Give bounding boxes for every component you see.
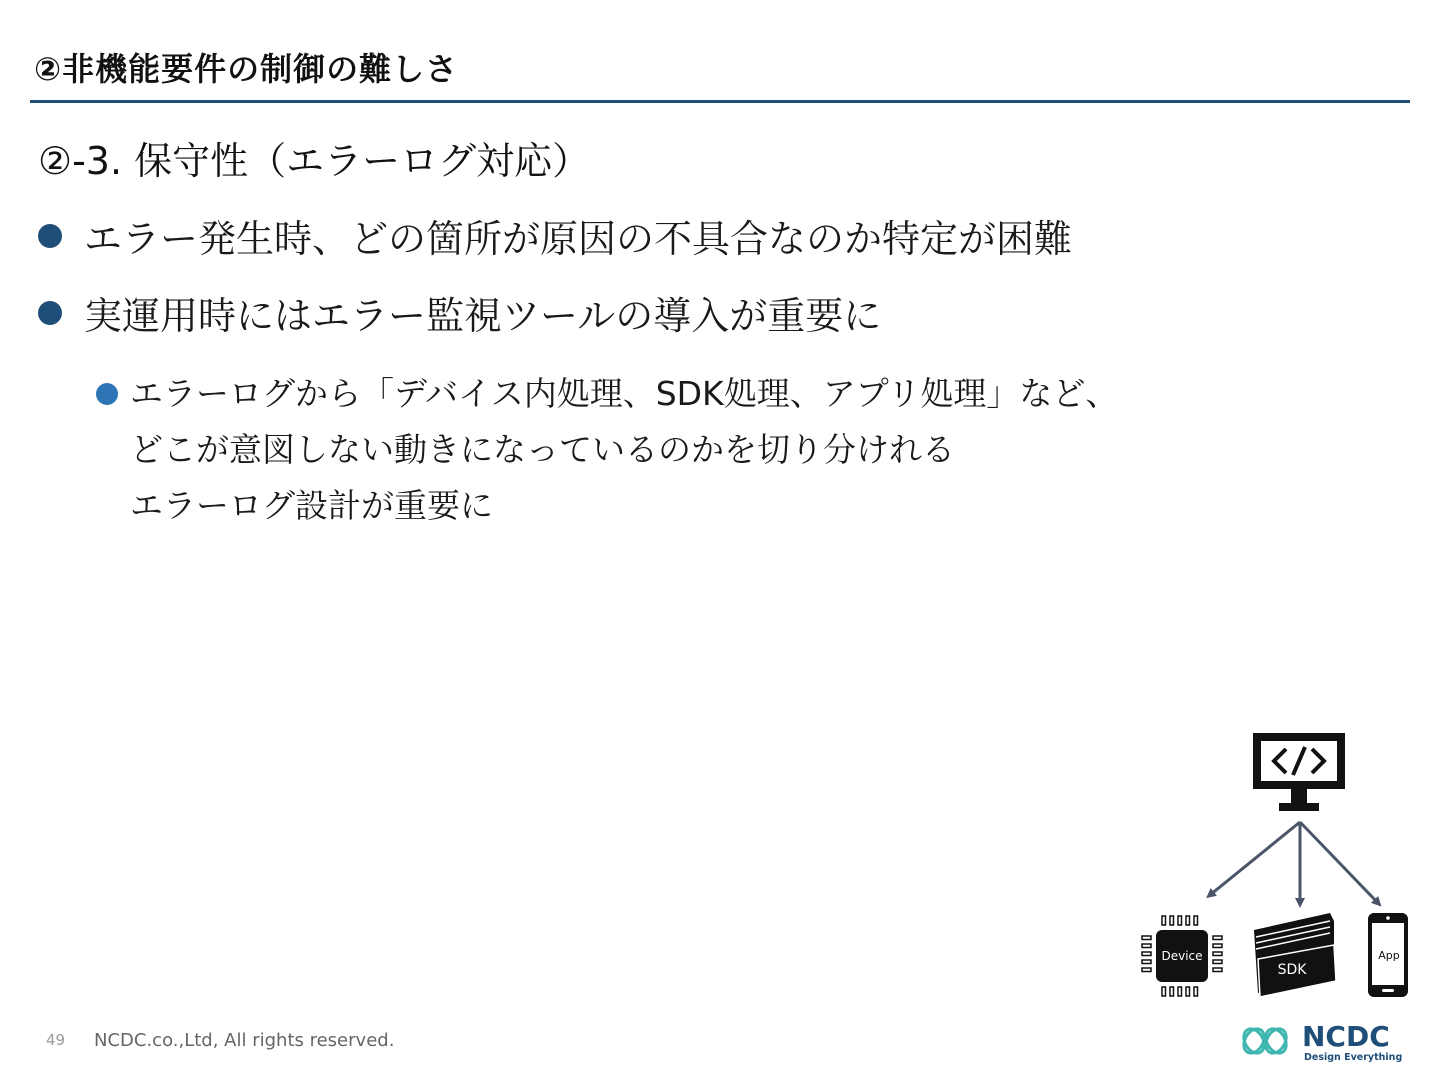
bullet-text: 実運用時にはエラー監視ツールの導入が重要に	[84, 294, 882, 338]
sub-bullet-line: エラーログから「デバイス内処理、SDK処理、アプリ処理」など、	[130, 374, 1119, 413]
code-monitor-icon	[1253, 733, 1345, 811]
bullet-item	[38, 208, 1072, 263]
architecture-diagram	[1120, 725, 1430, 1015]
bullet-item	[38, 285, 881, 340]
page-number: 49	[46, 1031, 66, 1049]
logo-name: NCDC	[1302, 1020, 1390, 1053]
logo-mark-icon	[1240, 1025, 1291, 1057]
sub-bullet-line: どこが意図しない動きになっているのかを切り分けれる	[130, 430, 955, 469]
bullet-dot-icon	[38, 301, 62, 325]
device-label: Device	[1161, 949, 1203, 963]
section-title: ②-3. 保守性（エラーログ対応）	[38, 139, 591, 183]
chip-icon	[1142, 916, 1222, 996]
arrows	[1210, 822, 1378, 903]
sub-bullet-line: エラーログ設計が重要に	[130, 486, 493, 525]
sub-bullet-dot-icon	[96, 383, 118, 405]
bullet-dot-icon	[38, 224, 62, 248]
sub-bullet	[96, 366, 1118, 534]
ncdc-logo	[1236, 1016, 1416, 1066]
copyright-text: NCDC.co.,Ltd, All rights reserved.	[94, 1030, 395, 1051]
header-divider	[30, 100, 1410, 103]
bullet-text: エラー発生時、どの箇所が原因の不具合なのか特定が困難	[84, 217, 1073, 261]
sdk-label: SDK	[1277, 962, 1307, 978]
header-title: ②非機能要件の制御の難しさ	[34, 50, 459, 88]
folder-icon	[1254, 913, 1336, 997]
app-label: App	[1378, 949, 1400, 962]
smartphone-icon	[1368, 913, 1408, 997]
logo-tagline: Design Everything	[1304, 1052, 1403, 1063]
